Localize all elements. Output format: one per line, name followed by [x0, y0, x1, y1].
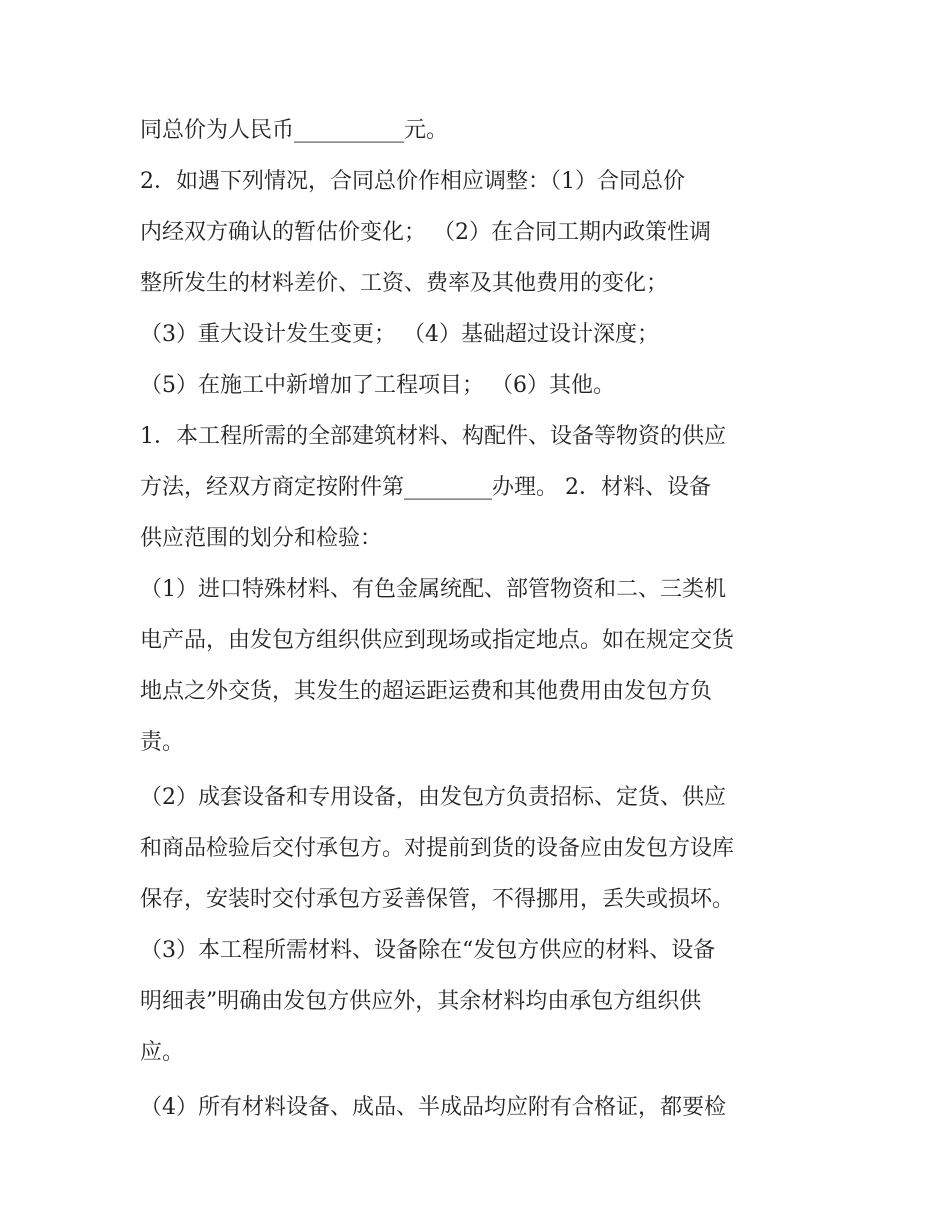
text-line: 整所发生的材料差价、工资、费率及其他费用的变化；: [140, 271, 669, 296]
text-line: （2）成套设备和专用设备，由发包方负责招标、定货、供应: [140, 785, 726, 810]
text-line: （5）在施工中新增加了工程项目； （6）其他。: [140, 373, 615, 398]
text-line: 1．本工程所需的全部建筑材料、构配件、设备等物资的供应: [140, 424, 726, 449]
text-line: （4）所有材料设备、成品、半成品均应附有合格证，都要检: [140, 1095, 726, 1120]
text-line: （3）本工程所需材料、设备除在“发包方供应的材料、设备: [140, 938, 716, 963]
text-line: 电产品，由发包方组织供应到现场或指定地点。如在规定交货: [140, 628, 735, 653]
text-line: 供应范围的划分和检验：: [140, 526, 383, 551]
text-line: （3）重大设计发生变更； （4）基础超过设计深度；: [140, 322, 659, 347]
text-line: 地点之外交货，其发生的超运距运费和其他费用由发包方负: [140, 679, 713, 704]
text-line: 责。: [140, 730, 185, 755]
text-line: （1）进口特殊材料、有色金属统配、部管物资和二、三类机: [140, 577, 726, 602]
text-line: 同总价为人民币__________元。: [140, 118, 449, 143]
text-line: 和商品检验后交付承包方。对提前到货的设备应由发包方设库: [140, 836, 735, 861]
text-line: 方法，经双方商定按附件第________办理。 2．材料、设备: [140, 475, 711, 500]
text-line: 明细表”明确由发包方供应外，其余材料均由承包方组织供: [140, 989, 702, 1014]
document-body: [140, 110, 820, 1138]
text-line: 内经双方确认的暂估价变化； （2）在合同工期内政策性调: [140, 220, 711, 245]
text-line: 应。: [140, 1040, 185, 1065]
text-line: 保存，安装时交付承包方妥善保管，不得挪用，丢失或损坏。: [140, 887, 735, 912]
text-line: 2．如遇下列情况，合同总价作相应调整：（1）合同总价: [140, 169, 685, 194]
